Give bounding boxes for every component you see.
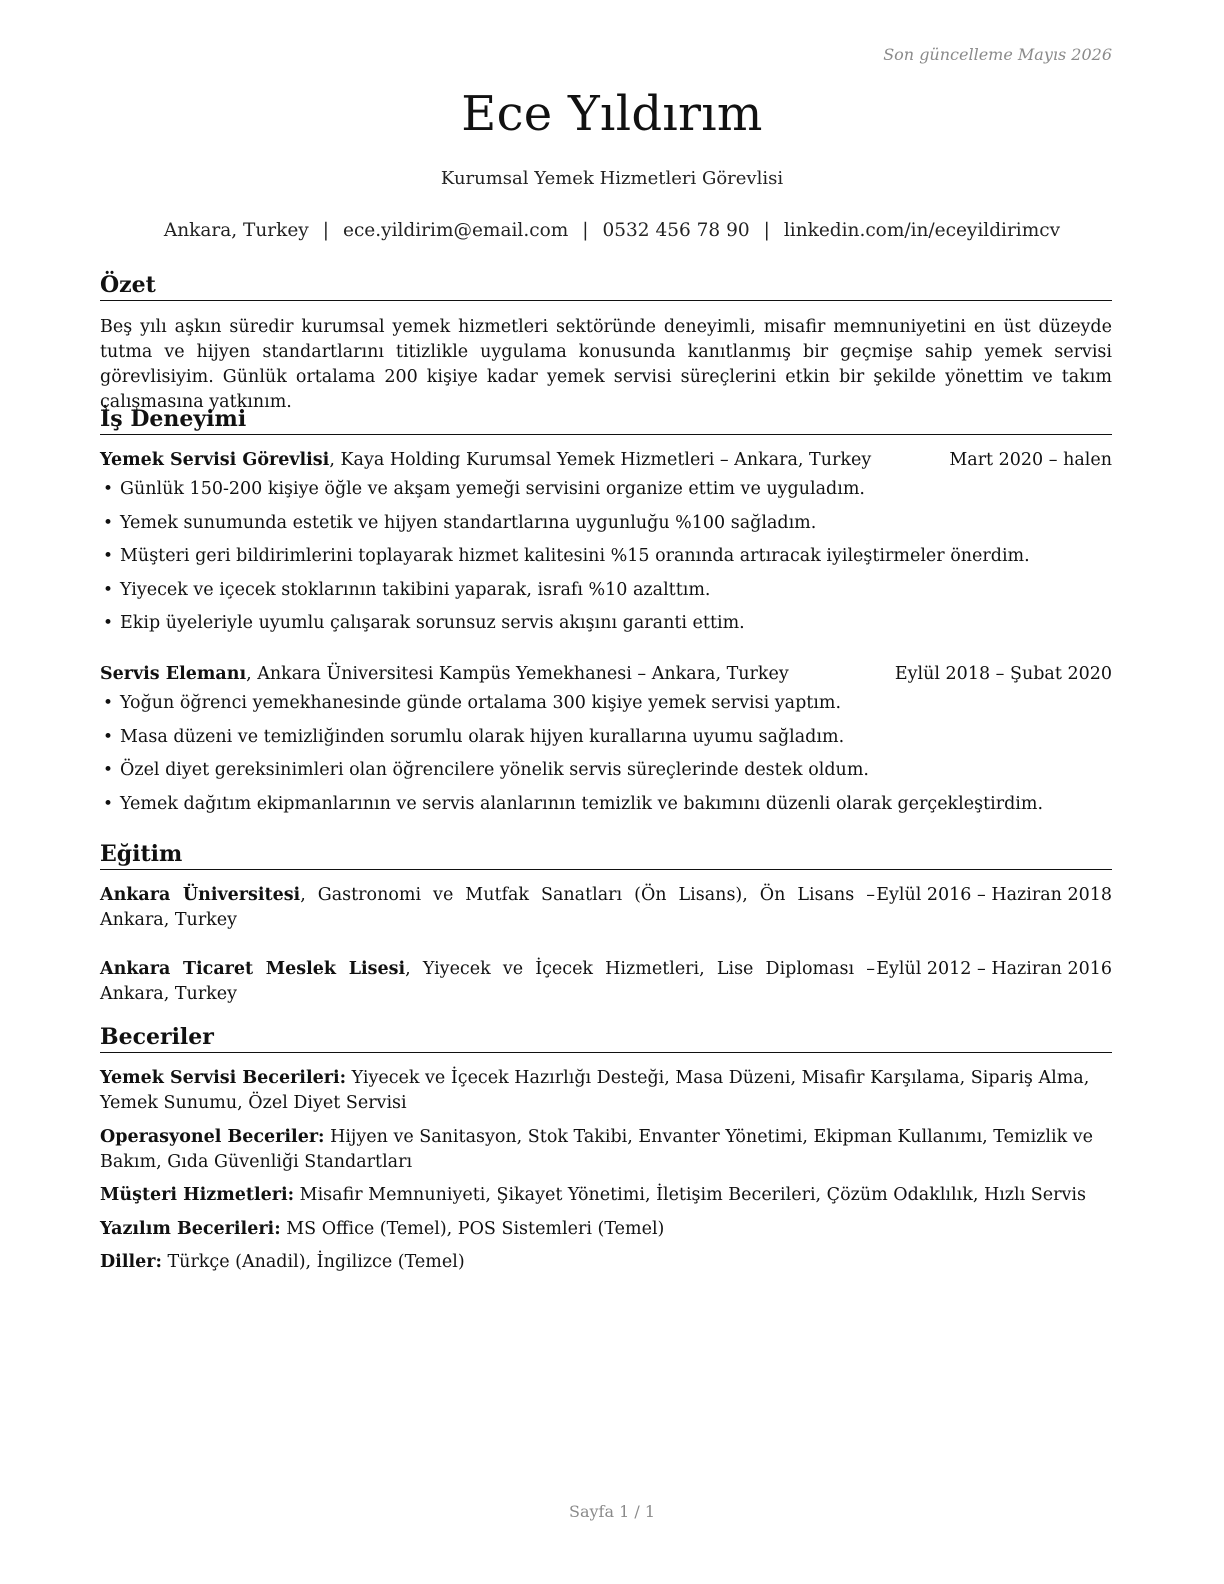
- bullet-item: • Özel diyet gereksinimleri olan öğrencilere yönelik servis süreçlerinde destek oldum.: [100, 758, 1112, 783]
- skill-value: Türkçe (Anadil), İngilizce (Temel): [161, 1252, 465, 1272]
- job-entry: [100, 448, 1112, 636]
- job-role: Servis Elemanı: [100, 664, 247, 684]
- skill-row: [100, 1066, 1112, 1116]
- skill-value: Hijyen ve Sanitasyon, Stok Takibi, Envanter Yönetimi, Ekipman Kullanımı, Temizlik ve Bakım, Gıda Güvenliği Standartları: [100, 1126, 1093, 1172]
- job-bullets: [100, 477, 1112, 636]
- skill-row: [100, 1125, 1112, 1175]
- last-updated-note: Son güncelleme Mayıs 2026: [883, 45, 1112, 64]
- skill-label: Yemek Servisi Becerileri:: [100, 1068, 347, 1088]
- job-header: [100, 662, 1112, 687]
- bullet-item: • Günlük 150-200 kişiye öğle ve akşam yemeği servisini organize ettim ve uyguladım.: [100, 477, 1112, 502]
- job-org: , Kaya Holding Kurumsal Yemek Hizmetleri – Ankara, Turkey: [329, 450, 872, 470]
- contact-phone: 0532 456 78 90: [602, 220, 750, 241]
- bullet-item: • Masa düzeni ve temizliğinden sorumlu olarak hijyen kurallarına uyumu sağladım.: [100, 725, 1112, 750]
- section-title-education: Eğitim: [100, 840, 1112, 870]
- bullet-item: • Yemek dağıtım ekipmanlarının ve servis alanlarının temizlik ve bakımını düzenli olarak gerçekleştirdim.: [100, 792, 1112, 817]
- skill-label: Yazılım Becerileri:: [100, 1218, 281, 1239]
- education-section: [100, 840, 1112, 1007]
- education-dates: Eylül 2016 – Haziran 2018: [876, 885, 1112, 905]
- skills-section: [100, 1023, 1112, 1275]
- experience-section: [100, 405, 1112, 817]
- education-detail: , Gastronomi ve Mutfak Sanatları (Ön Lisans), Ön Lisans – Ankara, Turkey: [100, 885, 875, 930]
- summary-text: Beş yılı aşkın süredir kurumsal yemek hizmetleri sektöründe deneyimli, misafir memnuniyetini en üst düzeyde tutma ve hijyen standartlarını titizlikle uygulama konusunda kanıtlanmış bir geçmişe sahip yemek servisi görevlisiyim. Günlük ortalama 200 kişiye kadar yemek servisi süreçlerini etkin bir şekilde yönettim ve takım çalışmasına yatkınım.: [100, 317, 1112, 412]
- job-dates: Mart 2020 – halen: [949, 450, 1112, 470]
- education-dates: Eylül 2012 – Haziran 2016: [876, 959, 1112, 979]
- job-org: , Ankara Üniversitesi Kampüs Yemekhanesi – Ankara, Turkey: [246, 664, 789, 684]
- bullet-item: • Yemek sunumunda estetik ve hijyen standartlarına uygunluğu %100 sağladım.: [100, 511, 1112, 536]
- page-number: Sayfa 1 / 1: [568, 1502, 655, 1521]
- summary-section: [100, 271, 1112, 415]
- skill-row: [100, 1250, 1112, 1275]
- skill-label: Diller:: [100, 1252, 162, 1272]
- job-dates: Eylül 2018 – Şubat 2020: [894, 664, 1112, 684]
- skill-label: Operasyonel Beceriler:: [100, 1126, 325, 1147]
- bullet-item: • Ekip üyeleriyle uyumlu çalışarak sorunsuz servis akışını garanti ettim.: [100, 611, 1112, 636]
- skill-label: Müşteri Hizmetleri:: [100, 1185, 295, 1205]
- education-entry: [100, 883, 1112, 933]
- section-title-experience: İş Deneyimi: [100, 405, 1112, 435]
- education-detail: , Yiyecek ve İçecek Hizmetleri, Lise Diploması – Ankara, Turkey: [100, 959, 875, 1004]
- contact-email[interactable]: ece.yildirim@email.com: [343, 220, 569, 241]
- contact-location: Ankara, Turkey: [163, 220, 309, 241]
- job-bullets: [100, 691, 1112, 817]
- job-header: [100, 448, 1112, 473]
- contact-line: [0, 220, 1224, 241]
- contact-linkedin[interactable]: linkedin.com/in/eceyildirimcv: [783, 220, 1061, 241]
- candidate-headline: Kurumsal Yemek Hizmetleri Görevlisi: [440, 168, 784, 189]
- skill-row: [100, 1217, 1112, 1242]
- contact-separator: |: [322, 220, 329, 241]
- bullet-item: • Yiyecek ve içecek stoklarının takibini yaparak, israfı %10 azalttım.: [100, 578, 1112, 603]
- section-title-summary: Özet: [100, 271, 1112, 301]
- contact-separator: |: [763, 220, 770, 241]
- education-school: Ankara Üniversitesi: [100, 885, 301, 905]
- job-entry: [100, 662, 1112, 817]
- candidate-name: Ece Yıldırım: [461, 86, 763, 142]
- section-title-skills: Beceriler: [100, 1023, 1112, 1053]
- education-entry: [100, 957, 1112, 1007]
- contact-separator: |: [582, 220, 589, 241]
- bullet-item: • Müşteri geri bildirimlerini toplayarak hizmet kalitesini %15 oranında artıracak iyileştirmeler önerdim.: [100, 544, 1112, 569]
- skill-row: [100, 1183, 1112, 1208]
- job-role: Yemek Servisi Görevlisi: [100, 450, 330, 470]
- skill-value: MS Office (Temel), POS Sistemleri (Temel): [280, 1218, 665, 1239]
- bullet-item: • Yoğun öğrenci yemekhanesinde günde ortalama 300 kişiye yemek servisi yaptım.: [100, 691, 1112, 716]
- skill-value: Misafir Memnuniyeti, Şikayet Yönetimi, İletişim Becerileri, Çözüm Odaklılık, Hızlı Servis: [294, 1185, 1086, 1205]
- skills-list: [100, 1066, 1112, 1275]
- skill-value: Yiyecek ve İçecek Hazırlığı Desteği, Masa Düzeni, Misafir Karşılama, Sipariş Alma, Yemek Sunumu, Özel Diyet Servisi: [100, 1068, 1090, 1113]
- education-school: Ankara Ticaret Meslek Lisesi: [100, 959, 406, 979]
